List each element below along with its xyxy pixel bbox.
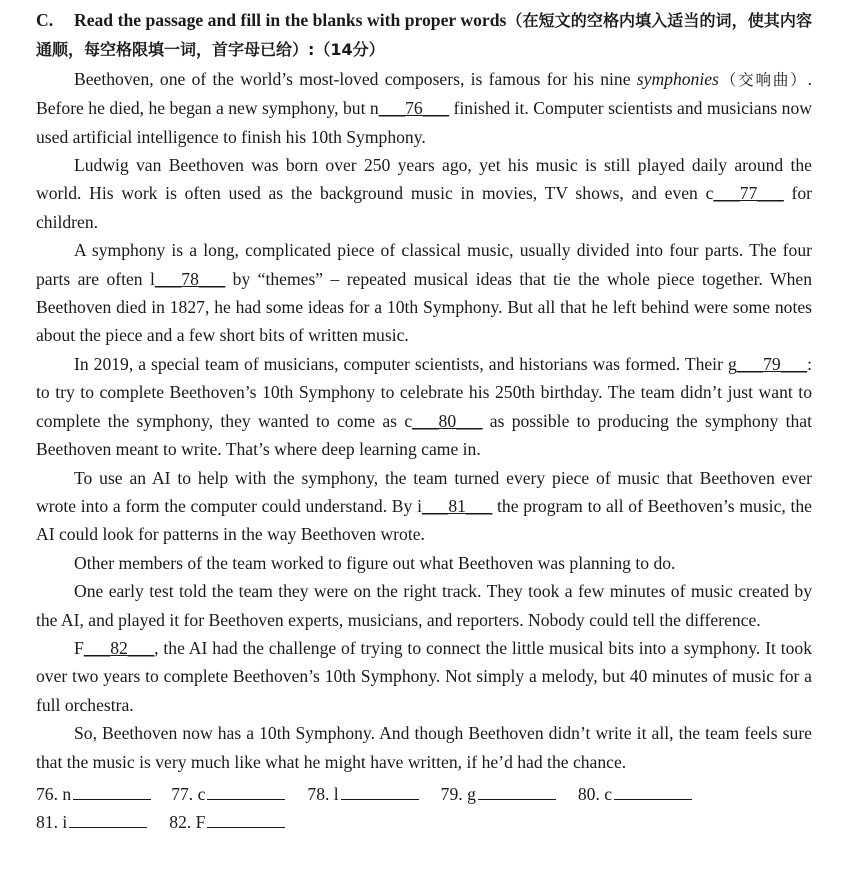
paragraph-3: A symphony is a long, complicated piece of classical music, usually divided into four parts. The four parts are often l___78___ by “themes” – repeated musical ideas that tie the whole piece together. When Beethoven died in 1827, he had some ideas for a 10th Symphony. But all that he left behind were some notes about the piece and a few short bits of written music.: [36, 240, 812, 346]
blank-77[interactable]: c___77___: [705, 183, 784, 204]
answer-row-1: [36, 780, 812, 808]
answer-78[interactable]: 78. l: [307, 780, 418, 808]
paragraph-1: Beethoven, one of the world’s most-loved composers, is famous for his nine symphonies（交响曲）. Before he died, he began a new symphony, but n___76___ finished it. Computer scientists and musicians now used artificial intelligence to finish his 10th Symphony.: [36, 68, 812, 147]
answer-underline[interactable]: [69, 809, 147, 828]
blank-82[interactable]: F___82___: [74, 637, 155, 658]
blank-76[interactable]: n___76___: [369, 98, 450, 119]
answer-underline[interactable]: [478, 781, 556, 800]
blank-79[interactable]: g___79___: [727, 353, 808, 374]
paragraph-8: F___82___, the AI had the challenge of trying to connect the little musical bits into a symphony. It took over two years to complete Beethoven’s 10th Symphony. Not simply a melody, but 40 minutes of music for a full orchestra.: [36, 637, 812, 715]
answer-underline[interactable]: [341, 781, 419, 800]
answer-80[interactable]: 80. c: [578, 780, 692, 808]
paragraph-5: To use an AI to help with the symphony, the team turned every piece of music that Beethoven ever wrote into a form the computer could understand. By i___81___ the program to all of Beethoven’s music, the AI could look for patterns in the way Beethoven wrote.: [36, 467, 812, 545]
paragraph-2: Ludwig van Beethoven was born over 250 years ago, yet his music is still played daily around the world. His work is often used as the background music in movies, TV shows, and even c___77___ for children.: [36, 155, 812, 232]
answer-77[interactable]: 77. c: [171, 780, 285, 808]
answer-76[interactable]: 76. n: [36, 780, 151, 808]
paragraph-9: So, Beethoven now has a 10th Symphony. And though Beethoven didn’t write it all, the team feels sure that the music is very much like what he might have written, if he’d had the chance.: [36, 723, 812, 772]
section-label: C.: [36, 10, 54, 30]
paragraph-7: One early test told the team they were on the right track. They took a few minutes of music created by the AI, and played it for Beethoven experts, musicians, and reporters. Nobody could tell the difference.: [36, 581, 812, 630]
chinese-gloss: （交响曲）: [718, 70, 808, 89]
answer-underline[interactable]: [207, 809, 285, 828]
answer-lines: [36, 780, 812, 836]
answer-underline[interactable]: [73, 781, 151, 800]
answer-82[interactable]: 82. F: [169, 808, 285, 836]
answer-underline[interactable]: [614, 781, 692, 800]
paragraph-6: Other members of the team worked to figure out what Beethoven was planning to do.: [74, 552, 676, 573]
section-title: Read the passage and fill in the blanks with proper words: [74, 10, 507, 30]
paragraph-4: In 2019, a special team of musicians, computer scientists, and historians was formed. Their g___79___: to try to complete Beethoven’s 10th Symphony to celebrate his 250th birthday. The team didn’t just want to complete the symphony, they wanted to come as c___80___ as possible to producing the symphony that Beethoven meant to write. That’s where deep learning came in.: [36, 353, 812, 460]
answer-79[interactable]: 79. g: [441, 780, 556, 808]
answer-81[interactable]: 81. i: [36, 808, 147, 836]
answer-underline[interactable]: [207, 781, 285, 800]
italic-term: symphonies: [636, 68, 719, 89]
blank-80[interactable]: c___80___: [404, 410, 483, 431]
section-heading: [36, 6, 812, 65]
blank-81[interactable]: i___81___: [417, 495, 493, 516]
answer-row-2: [36, 808, 812, 836]
section-instruction: （在短文的空格内填入适当的词，使其内容通顺，每空格限填一词，首字母已给）:（14分）: [36, 11, 812, 60]
blank-78[interactable]: l___78___: [150, 268, 226, 289]
